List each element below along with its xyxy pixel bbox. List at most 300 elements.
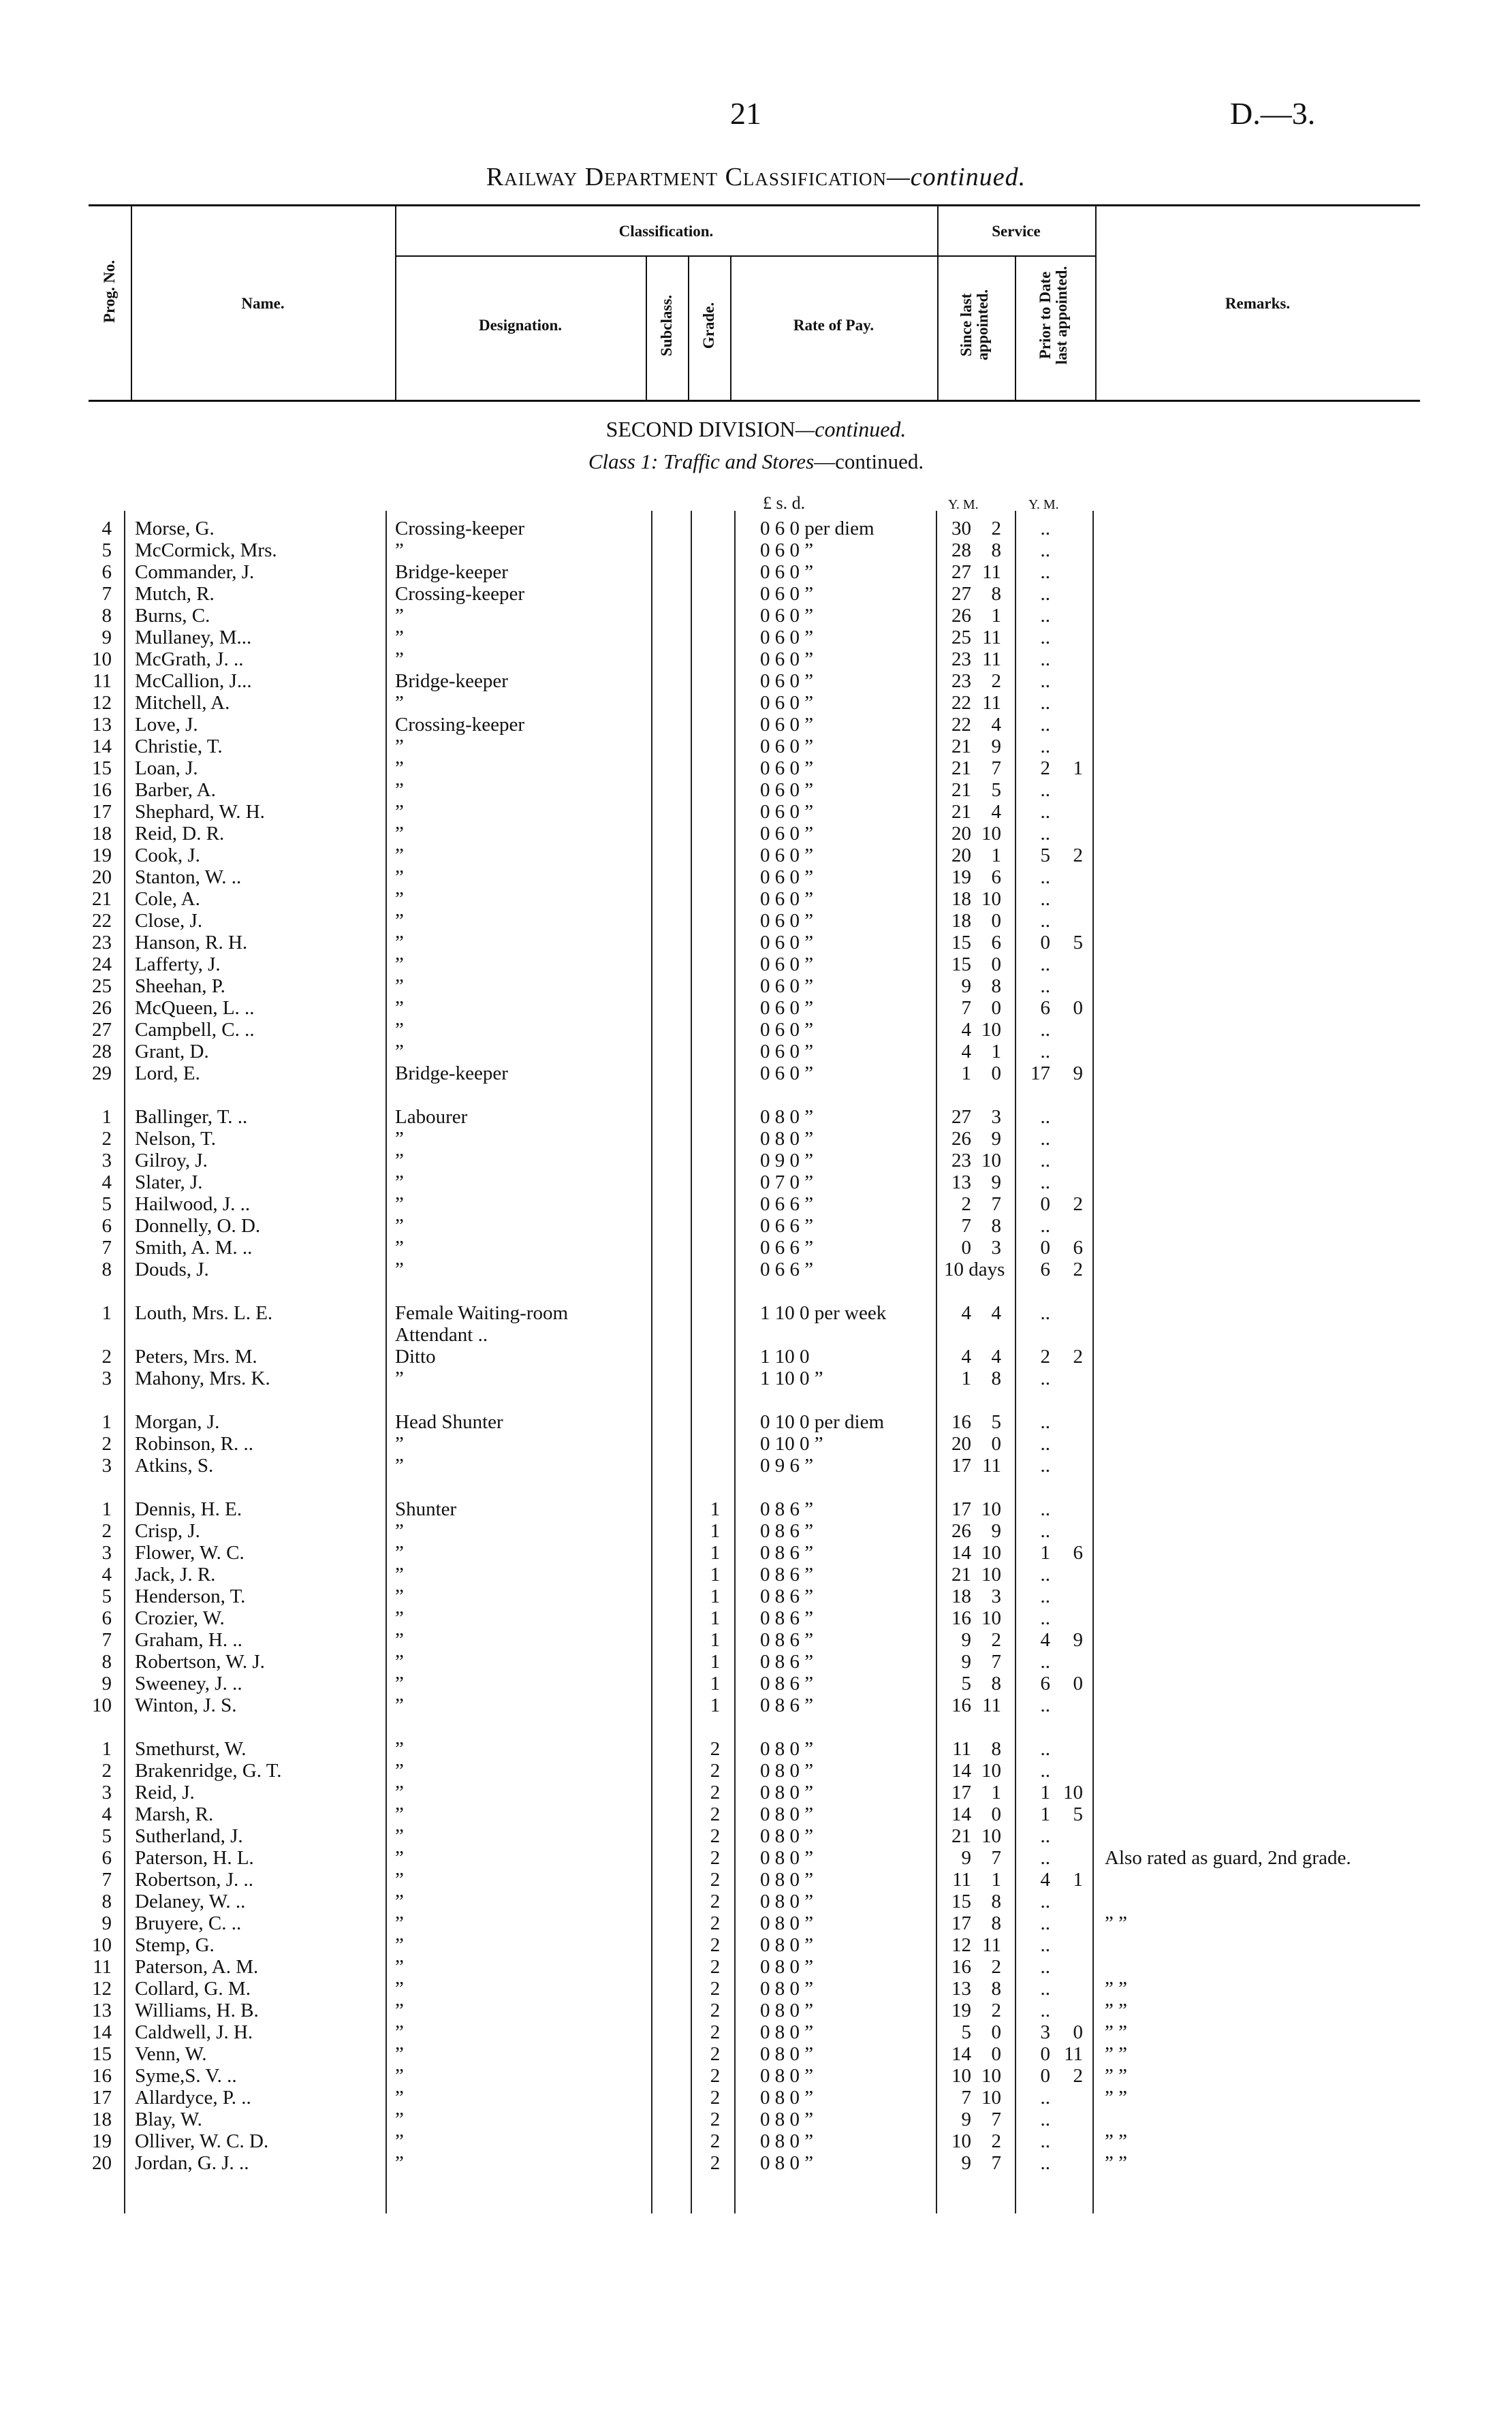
rate-of-pay-cell: 0 8 6 ” (760, 1498, 814, 1520)
designation-cell: ” (395, 1825, 404, 1847)
since-months-cell: 10 (981, 1607, 1001, 1629)
table-row (0, 518, 1512, 539)
designation-cell: ” (395, 1651, 404, 1673)
rate-of-pay-cell: 0 8 0 ” (760, 1803, 814, 1825)
rate-of-pay-cell: 0 8 0 ” (760, 2043, 814, 2065)
table-row (0, 1694, 1512, 1716)
rate-of-pay-cell: 0 7 0 ” (760, 1171, 814, 1193)
since-months-cell: 8 (991, 539, 1001, 561)
prog-no-cell: 1 (101, 1302, 112, 1324)
prog-no-cell: 4 (101, 1171, 112, 1193)
prior-months-cell: 0 (1073, 1673, 1083, 1694)
prior-years-cell: .. (1040, 1215, 1050, 1237)
since-years-cell: 5 (961, 2021, 971, 2043)
prior-years-cell: .. (1040, 692, 1050, 714)
prior-months-cell: 2 (1073, 1346, 1083, 1368)
designation-cell: ” (395, 539, 404, 561)
prior-years-cell: .. (1040, 1041, 1050, 1062)
rate-of-pay-cell: 0 6 0 ” (760, 561, 814, 583)
remarks-cell: ” ” (1105, 2087, 1127, 2109)
designation-cell: Ditto (395, 1346, 436, 1368)
since-months-cell: 7 (991, 2152, 1001, 2174)
table-row (0, 932, 1512, 953)
designation-cell: ” (395, 605, 404, 627)
prior-years-cell: .. (1040, 953, 1050, 975)
prior-years-cell: .. (1040, 1019, 1050, 1041)
name-cell: Dennis, H. E. (135, 1498, 242, 1520)
prior-months-cell: 5 (1073, 932, 1083, 953)
since-years-cell: 28 (951, 539, 971, 561)
prog-no-cell: 5 (101, 1825, 112, 1847)
prior-years-cell: .. (1040, 1498, 1050, 1520)
name-cell: Caldwell, J. H. (135, 2021, 253, 2043)
prior-months-cell: 1 (1073, 1869, 1083, 1891)
prior-years-cell: .. (1040, 736, 1050, 757)
prior-months-cell: 10 (1063, 1782, 1083, 1803)
since-months-cell: 10 (981, 2065, 1001, 2087)
since-months-cell: 2 (991, 1956, 1001, 1978)
name-cell: Hailwood, J. .. (135, 1193, 251, 1215)
name-cell: Sheehan, P. (135, 975, 225, 997)
prior-years-cell: .. (1040, 1607, 1050, 1629)
grade-cell: 2 (710, 2065, 721, 2087)
division-name: SECOND DIVISION (605, 417, 796, 441)
rate-of-pay-cell: 0 6 0 ” (760, 910, 814, 932)
designation-cell: ” (395, 1912, 404, 1934)
table-row (0, 1847, 1512, 1869)
name-cell: Smith, A. M. .. (135, 1237, 253, 1259)
name-cell: Robertson, J. .. (135, 1869, 253, 1891)
since-months-cell: 0 (991, 1062, 1001, 1084)
since-months-cell: 8 (991, 1912, 1001, 1934)
since-years-cell: 10 (951, 2065, 971, 2087)
since-months-cell: 10 (981, 1019, 1001, 1041)
since-months-cell: 8 (991, 1215, 1001, 1237)
prog-no-cell: 7 (101, 1869, 112, 1891)
table-row (0, 1586, 1512, 1607)
since-months-cell: 5 (991, 779, 1001, 801)
grade-cell: 2 (710, 1760, 721, 1782)
since-months-cell: 10 (981, 1542, 1001, 1564)
prior-years-cell: .. (1040, 1106, 1050, 1128)
prog-no-cell: 28 (92, 1041, 112, 1062)
since-months-cell: 7 (991, 1193, 1001, 1215)
designation-cell: ” (395, 801, 404, 823)
grade-cell: 2 (710, 1956, 721, 1978)
rate-of-pay-cell: 0 6 0 ” (760, 736, 814, 757)
name-cell: Marsh, R. (135, 1803, 214, 1825)
prog-no-cell: 7 (101, 583, 112, 605)
designation-cell: Bridge-keeper (395, 670, 508, 692)
name-cell: Hanson, R. H. (135, 932, 248, 953)
since-years-cell: 16 (951, 1607, 971, 1629)
table-row (0, 975, 1512, 997)
prog-no-cell: 14 (92, 736, 112, 757)
table-row (0, 1062, 1512, 1084)
designation-cell: ” (395, 779, 404, 801)
grade-cell: 2 (710, 2021, 721, 2043)
prior-years-cell: 4 (1040, 1869, 1050, 1891)
prior-years-cell: 6 (1040, 1259, 1050, 1280)
since-months-cell: 11 (982, 627, 1001, 648)
prog-no-cell: 10 (92, 648, 112, 670)
prior-years-cell: .. (1040, 1368, 1050, 1389)
designation-cell: ” (395, 2000, 404, 2021)
prog-no-cell: 2 (101, 1128, 112, 1150)
name-cell: Gilroy, J. (135, 1150, 208, 1171)
since-years-cell: 21 (951, 757, 971, 779)
table-row (0, 1215, 1512, 1237)
designation-cell: ” (395, 823, 404, 845)
table-row (0, 1629, 1512, 1651)
grade-cell: 2 (710, 1782, 721, 1803)
prior-years-cell: 0 (1040, 1237, 1050, 1259)
rate-of-pay-cell: 0 8 0 ” (760, 1912, 814, 1934)
rate-of-pay-cell: 0 8 0 ” (760, 2087, 814, 2109)
rate-of-pay-cell: 0 8 0 ” (760, 2065, 814, 2087)
designation-cell: ” (395, 1738, 404, 1760)
name-cell: Winton, J. S. (135, 1694, 237, 1716)
designation-cell: Crossing-keeper (395, 714, 525, 736)
prior-years-cell: .. (1040, 627, 1050, 648)
name-cell: McQueen, L. .. (135, 997, 255, 1019)
since-years-cell: 23 (951, 1150, 971, 1171)
prior-years-cell: .. (1040, 1433, 1050, 1455)
prog-no-cell: 12 (92, 1978, 112, 2000)
since-years-cell: 14 (951, 1803, 971, 1825)
prog-no-cell: 9 (101, 1673, 112, 1694)
grade-cell: 2 (710, 2043, 721, 2065)
since-months-cell: 2 (991, 518, 1001, 539)
designation-cell: ” (395, 736, 404, 757)
since-years-cell: 21 (951, 801, 971, 823)
prior-years-cell: 0 (1040, 2043, 1050, 2065)
designation-cell: Attendant .. (395, 1324, 488, 1346)
table-row (0, 779, 1512, 801)
table-row (0, 997, 1512, 1019)
since-years-cell: 17 (951, 1912, 971, 1934)
prog-no-cell: 20 (92, 866, 112, 888)
rate-of-pay-cell: 0 8 0 ” (760, 2152, 814, 2174)
header-divider (1015, 257, 1016, 400)
table-row (0, 888, 1512, 910)
units-since: Y. M. (948, 497, 979, 512)
since-years-cell: 21 (951, 779, 971, 801)
table-row (0, 1128, 1512, 1150)
grade-cell: 2 (710, 2109, 721, 2130)
prior-years-cell: .. (1040, 1150, 1050, 1171)
rate-of-pay-cell: 0 8 0 ” (760, 1891, 814, 1912)
prior-years-cell: .. (1040, 1891, 1050, 1912)
since-months-cell: 4 (991, 1346, 1001, 1368)
rate-of-pay-cell: 0 8 0 ” (760, 1934, 814, 1956)
designation-cell: ” (395, 1259, 404, 1280)
table-row (0, 648, 1512, 670)
rate-of-pay-cell: 0 8 0 ” (760, 2130, 814, 2152)
name-cell: Paterson, A. M. (135, 1956, 259, 1978)
since-months-cell: 3 (991, 1106, 1001, 1128)
designation-cell: Bridge-keeper (395, 1062, 508, 1084)
table-row (0, 2152, 1512, 2174)
since-months-cell: 7 (991, 1847, 1001, 1869)
since-years-cell: 27 (951, 1106, 971, 1128)
since-months-cell: 8 (991, 1978, 1001, 2000)
name-cell: Henderson, T. (135, 1586, 246, 1607)
prog-no-cell: 5 (101, 1586, 112, 1607)
prog-no-cell: 2 (101, 1346, 112, 1368)
since-months-cell: 8 (991, 1673, 1001, 1694)
rate-of-pay-cell: 0 8 0 ” (760, 1106, 814, 1128)
prior-months-cell: 6 (1073, 1542, 1083, 1564)
prior-years-cell: 1 (1040, 1542, 1050, 1564)
prog-no-cell: 2 (101, 1760, 112, 1782)
prog-no-cell: 11 (93, 1956, 112, 1978)
prior-years-cell: 4 (1040, 1629, 1050, 1651)
since-years-cell: 17 (951, 1498, 971, 1520)
designation-cell: ” (395, 692, 404, 714)
since-months-cell: 7 (991, 1651, 1001, 1673)
since-months-cell: 2 (991, 2130, 1001, 2152)
name-cell: Atkins, S. (135, 1455, 214, 1477)
name-cell: McCallion, J... (135, 670, 252, 692)
prior-years-cell: .. (1040, 583, 1050, 605)
designation-cell: Bridge-keeper (395, 561, 508, 583)
designation-cell: Crossing-keeper (395, 518, 525, 539)
grade-cell: 2 (710, 1934, 721, 1956)
since-years-cell: 11 (952, 1738, 971, 1760)
rate-of-pay-cell: 0 6 0 ” (760, 997, 814, 1019)
since-months-cell: 1 (991, 1869, 1001, 1891)
prior-years-cell: 0 (1040, 2065, 1050, 2087)
since-years-cell: 4 (961, 1302, 971, 1324)
since-months-cell: 10 (981, 1825, 1001, 1847)
designation-cell: ” (395, 627, 404, 648)
name-cell: Brakenridge, G. T. (135, 1760, 282, 1782)
since-years-cell: 20 (951, 845, 971, 866)
grade-cell: 1 (710, 1542, 721, 1564)
prog-no-cell: 6 (101, 561, 112, 583)
prog-no-cell: 13 (92, 2000, 112, 2021)
prog-no-cell: 15 (92, 757, 112, 779)
grade-cell: 1 (710, 1629, 721, 1651)
since-years-cell: 16 (951, 1411, 971, 1433)
designation-cell: ” (395, 845, 404, 866)
designation-cell: ” (395, 1782, 404, 1803)
table-row (0, 1171, 1512, 1193)
since-years-cell: 9 (961, 975, 971, 997)
grade-cell: 2 (710, 2087, 721, 2109)
prior-years-cell: .. (1040, 648, 1050, 670)
header-grade: Grade. (700, 302, 717, 349)
since-years-cell: 14 (951, 1760, 971, 1782)
since-years-cell: 5 (961, 1673, 971, 1694)
designation-cell: ” (395, 648, 404, 670)
prior-years-cell: 0 (1040, 1193, 1050, 1215)
rate-of-pay-cell: 0 8 0 ” (760, 1847, 814, 1869)
prior-years-cell: 2 (1040, 757, 1050, 779)
since-years-cell: 9 (961, 2109, 971, 2130)
prior-months-cell: 9 (1073, 1062, 1083, 1084)
since-months-cell: 8 (991, 583, 1001, 605)
since-years-cell: 13 (951, 1171, 971, 1193)
prog-no-cell: 20 (92, 2152, 112, 2174)
table-row (0, 1912, 1512, 1934)
prior-years-cell: .. (1040, 1956, 1050, 1978)
table-row (0, 1041, 1512, 1062)
document-reference: D.—3. (1230, 96, 1316, 131)
prog-no-cell: 22 (92, 910, 112, 932)
prog-no-cell: 7 (101, 1629, 112, 1651)
since-years-cell: 7 (961, 997, 971, 1019)
name-cell: Donnelly, O. D. (135, 1215, 261, 1237)
since-months-cell: 0 (991, 1433, 1001, 1455)
prior-years-cell: .. (1040, 866, 1050, 888)
rate-of-pay-cell: 0 6 6 ” (760, 1193, 814, 1215)
table-row (0, 801, 1512, 823)
since-months-cell: 0 (991, 2021, 1001, 2043)
name-cell: Mitchell, A. (135, 692, 230, 714)
since-months-cell: 2 (991, 2000, 1001, 2021)
since-months-cell: 0 (991, 910, 1001, 932)
prior-months-cell: 1 (1073, 757, 1083, 779)
grade-cell: 2 (710, 2152, 721, 2174)
prior-years-cell: 6 (1040, 1673, 1050, 1694)
table-row (0, 953, 1512, 975)
title-main: Railway Department Classification (486, 163, 887, 191)
prior-years-cell: 6 (1040, 997, 1050, 1019)
designation-cell: ” (395, 1150, 404, 1171)
designation-cell: ” (395, 1128, 404, 1150)
since-years-cell: 9 (961, 1629, 971, 1651)
prog-no-cell: 23 (92, 932, 112, 953)
name-cell: Burns, C. (135, 605, 210, 627)
prior-years-cell: .. (1040, 605, 1050, 627)
since-years-cell: 20 (951, 1433, 971, 1455)
name-cell: Love, J. (135, 714, 198, 736)
prog-no-cell: 4 (101, 1803, 112, 1825)
rate-of-pay-cell: 0 8 0 ” (760, 2000, 814, 2021)
prog-no-cell: 8 (101, 605, 112, 627)
prog-no-cell: 16 (92, 2065, 112, 2087)
table-row (0, 1237, 1512, 1259)
table-row (0, 1411, 1512, 1433)
name-cell: Venn, W. (135, 2043, 207, 2065)
designation-cell: ” (395, 1520, 404, 1542)
since-months-cell: 11 (982, 1455, 1001, 1477)
rate-of-pay-cell: 0 8 0 ” (760, 1738, 814, 1760)
prog-no-cell: 3 (101, 1150, 112, 1171)
remarks-cell: ” ” (1105, 2130, 1127, 2152)
since-months-cell: 5 (991, 1411, 1001, 1433)
header-remarks: Remarks. (1225, 295, 1291, 312)
since-months-cell: 10 (981, 1760, 1001, 1782)
since-years-cell: 26 (951, 605, 971, 627)
class-label: Class 1: (588, 450, 659, 473)
grade-cell: 2 (710, 1891, 721, 1912)
name-cell: Reid, J. (135, 1782, 195, 1803)
table-row (0, 736, 1512, 757)
prog-no-cell: 15 (92, 2043, 112, 2065)
header-prior-to-date: Prior to Date last appointed. (1037, 266, 1070, 365)
since-years-cell: 25 (951, 627, 971, 648)
prog-no-cell: 3 (101, 1782, 112, 1803)
since-months-cell: 1 (991, 605, 1001, 627)
designation-cell: ” (395, 1171, 404, 1193)
prog-no-cell: 8 (101, 1651, 112, 1673)
name-cell: Robertson, W. J. (135, 1651, 265, 1673)
grade-cell: 2 (710, 1803, 721, 1825)
prior-years-cell: .. (1040, 2109, 1050, 2130)
name-cell: Smethurst, W. (135, 1738, 247, 1760)
since-years-cell: 9 (961, 1847, 971, 1869)
table-row (0, 1564, 1512, 1586)
since-months-cell: 11 (982, 1694, 1001, 1716)
grade-cell: 1 (710, 1520, 721, 1542)
name-cell: Commander, J. (135, 561, 255, 583)
page-title (0, 162, 1512, 192)
table-row (0, 866, 1512, 888)
designation-cell: Shunter (395, 1498, 457, 1520)
since-months-cell: 8 (991, 975, 1001, 997)
table-row (0, 2043, 1512, 2065)
prog-no-cell: 5 (101, 1193, 112, 1215)
name-cell: Allardyce, P. .. (135, 2087, 251, 2109)
rate-of-pay-cell: 0 8 6 ” (760, 1607, 814, 1629)
grade-cell: 1 (710, 1651, 721, 1673)
table-row (0, 539, 1512, 561)
prior-months-cell: 9 (1073, 1629, 1083, 1651)
since-years-cell: 27 (951, 561, 971, 583)
since-months-cell: 10 (981, 823, 1001, 845)
prior-years-cell: .. (1040, 1978, 1050, 2000)
designation-cell: ” (395, 888, 404, 910)
since-months-cell: 1 (991, 1782, 1001, 1803)
since-months-cell: 10 (981, 1150, 1001, 1171)
since-months-cell: 11 (982, 1934, 1001, 1956)
rate-of-pay-cell: 0 8 6 ” (760, 1586, 814, 1607)
designation-cell: ” (395, 2065, 404, 2087)
rate-of-pay-cell: 1 10 0 (760, 1346, 810, 1368)
since-years-cell: 10 days (944, 1259, 1005, 1280)
since-months-cell: 7 (991, 757, 1001, 779)
since-years-cell: 15 (951, 1891, 971, 1912)
prog-no-cell: 18 (92, 2109, 112, 2130)
prior-years-cell: .. (1040, 779, 1050, 801)
remarks-cell: ” ” (1105, 2065, 1127, 2087)
prog-no-cell: 8 (101, 1259, 112, 1280)
designation-cell: ” (395, 932, 404, 953)
since-years-cell: 16 (951, 1694, 971, 1716)
since-months-cell: 3 (991, 1586, 1001, 1607)
name-cell: Barber, A. (135, 779, 216, 801)
prog-no-cell: 18 (92, 823, 112, 845)
prog-no-cell: 25 (92, 975, 112, 997)
rate-of-pay-cell: 0 9 0 ” (760, 1150, 814, 1171)
designation-cell: ” (395, 1586, 404, 1607)
prog-no-cell: 7 (101, 1237, 112, 1259)
since-months-cell: 11 (982, 561, 1001, 583)
prog-no-cell: 9 (101, 1912, 112, 1934)
name-cell: Delaney, W. .. (135, 1891, 246, 1912)
designation-cell: ” (395, 2109, 404, 2130)
prior-years-cell: .. (1040, 1411, 1050, 1433)
rate-of-pay-cell: 0 6 0 ” (760, 845, 814, 866)
since-years-cell: 18 (951, 888, 971, 910)
prog-no-cell: 27 (92, 1019, 112, 1041)
prior-months-cell: 2 (1073, 1193, 1083, 1215)
designation-cell: ” (395, 997, 404, 1019)
rate-of-pay-cell: 0 6 0 ” (760, 1019, 814, 1041)
